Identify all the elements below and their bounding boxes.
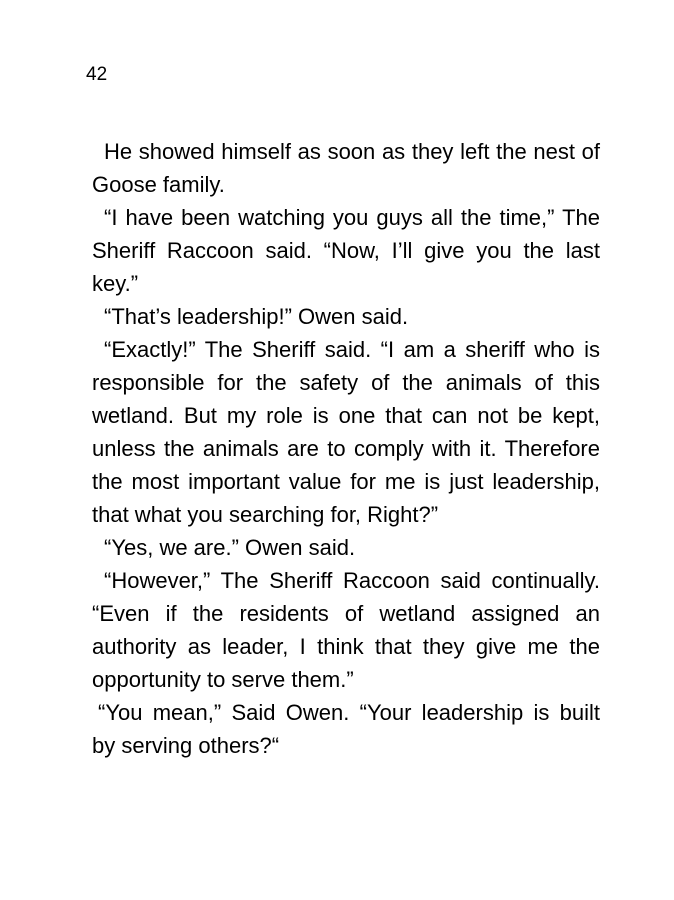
paragraph: “Exactly!” The Sheriff said. “I am a sheriff who is responsible for the safety of the animals of this wetland. But my role is one that can not be kept, unless the animals are to comply with it. Therefore the most important value for me is just leadership, that what you searching for, Right?” xyxy=(92,337,600,527)
paragraph: “However,” The Sheriff Raccoon said continually. “Even if the residents of wetland assigned an authority as leader, I think that they give me the opportunity to serve them.” xyxy=(92,568,600,692)
story-text xyxy=(92,135,600,762)
page-number: 42 xyxy=(86,64,108,85)
paragraph: “That’s leadership!” Owen said. xyxy=(104,304,409,329)
paragraph: “I have been watching you guys all the time,” The Sheriff Raccoon said. “Now, I’ll give you the last key.” xyxy=(92,205,600,296)
paragraph: He showed himself as soon as they left the nest of Goose family. xyxy=(92,139,600,197)
paragraph: “Yes, we are.” Owen said. xyxy=(104,535,356,560)
paragraph: “You mean,” Said Owen. “Your leadership is built by serving others?“ xyxy=(92,700,600,758)
